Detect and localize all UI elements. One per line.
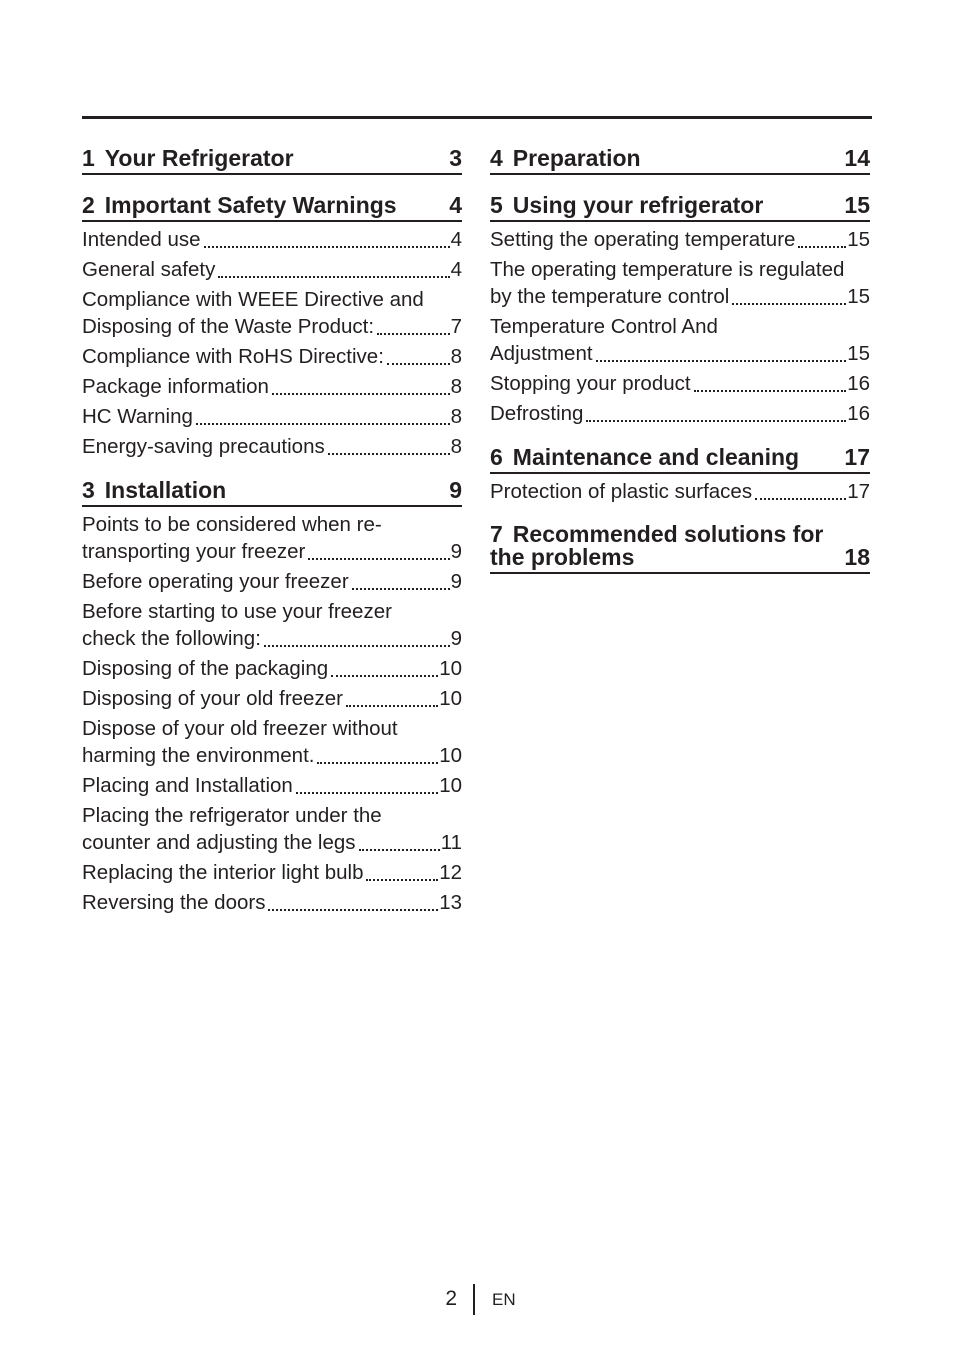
section-number: 7	[490, 521, 503, 547]
section-number: 4	[490, 145, 503, 171]
toc-entry-line	[82, 598, 462, 625]
toc-entry-text: Stopping your product	[490, 372, 691, 395]
toc-entry-link[interactable]	[82, 433, 462, 460]
toc-entry-text: transporting your freezer	[82, 540, 306, 563]
toc-entry-list	[82, 511, 462, 916]
section-number: 3	[82, 477, 95, 503]
dot-leader	[359, 848, 440, 851]
toc-entry-link[interactable]	[82, 511, 462, 565]
section-heading-link[interactable]	[82, 193, 462, 222]
toc-entry-link[interactable]	[82, 286, 462, 340]
section-page-number: 14	[844, 145, 870, 171]
dot-leader	[328, 452, 450, 455]
dot-leader	[272, 392, 450, 395]
toc-entry-text: Energy-saving precautions	[82, 435, 325, 458]
toc-entry-page: 15	[847, 228, 870, 251]
toc-entry-page: 10	[439, 657, 462, 680]
section-title: Recommended solutions for	[512, 521, 824, 547]
page-footer	[0, 1284, 954, 1316]
toc-entry-link[interactable]	[490, 313, 870, 367]
dot-leader	[317, 761, 438, 764]
dot-leader	[798, 245, 846, 248]
toc-entry-link[interactable]	[82, 256, 462, 283]
toc-entry-line	[82, 538, 462, 565]
toc-entry-page: 11	[440, 831, 462, 854]
toc-entry-text: General safety	[82, 258, 216, 281]
toc-section	[490, 146, 870, 175]
section-title: Using your refrigerator	[512, 192, 764, 218]
toc-entry-page: 9	[450, 627, 462, 650]
toc-entry-text: Temperature Control And	[490, 315, 718, 338]
toc-entry-page: 16	[847, 402, 870, 425]
toc-section	[490, 523, 870, 574]
toc-entry-line	[490, 313, 870, 340]
dot-leader	[387, 362, 450, 365]
dot-leader	[755, 497, 846, 500]
toc-entry-line	[490, 283, 870, 310]
dot-leader	[204, 245, 450, 248]
top-rule	[82, 116, 872, 119]
dot-leader	[366, 878, 438, 881]
section-heading-link[interactable]	[490, 193, 870, 222]
dot-leader	[296, 791, 438, 794]
dot-leader	[196, 422, 450, 425]
section-number: 1	[82, 145, 95, 171]
toc-entry-line	[82, 829, 462, 856]
section-page-number: 15	[844, 192, 870, 218]
toc-entry-page: 4	[450, 258, 462, 281]
section-heading-link[interactable]	[490, 146, 870, 175]
dot-leader	[331, 674, 438, 677]
toc-right-column	[490, 146, 870, 592]
toc-entry-link[interactable]	[82, 598, 462, 652]
toc-entry-link[interactable]	[82, 343, 462, 370]
dot-leader	[308, 557, 449, 560]
dot-leader	[694, 389, 847, 392]
toc-entry-text: The operating temperature is regulated	[490, 258, 845, 281]
section-title: Your Refrigerator	[104, 145, 294, 171]
toc-entry-text: by the temperature control	[490, 285, 730, 308]
section-page-number: 9	[449, 477, 462, 503]
toc-entry-text: Protection of plastic surfaces	[490, 480, 753, 503]
dot-leader	[596, 359, 847, 362]
section-title: Important Safety Warnings	[104, 192, 397, 218]
section-title: Maintenance and cleaning	[512, 444, 800, 470]
toc-entry-line	[82, 313, 462, 340]
toc-entry-text: Disposing of the Waste Product:	[82, 315, 375, 338]
toc-entry-page: 10	[439, 744, 462, 767]
toc-entry-link[interactable]	[82, 802, 462, 856]
toc-entry-link[interactable]	[82, 226, 462, 253]
section-title: the problems	[490, 544, 635, 570]
dot-leader	[264, 644, 450, 647]
toc-section	[82, 193, 462, 460]
section-page-number: 4	[449, 192, 462, 218]
section-number: 5	[490, 192, 503, 218]
section-heading-label	[82, 193, 397, 217]
section-page-number: 18	[844, 544, 870, 570]
dot-leader	[586, 419, 846, 422]
toc-entry-text: Intended use	[82, 228, 201, 251]
toc-entry-page: 8	[450, 345, 462, 368]
toc-entry-link[interactable]	[82, 403, 462, 430]
toc-entry-text: Defrosting	[490, 402, 584, 425]
toc-section	[82, 146, 462, 175]
toc-entry-text: Adjustment	[490, 342, 593, 365]
toc-entry-page: 12	[439, 861, 462, 884]
section-heading-link[interactable]	[82, 478, 462, 507]
section-heading-line	[490, 546, 870, 569]
toc-entry-text: harming the environment.	[82, 744, 315, 767]
section-heading-link[interactable]	[82, 146, 462, 175]
toc-section	[490, 445, 870, 505]
toc-entry-page: 4	[450, 228, 462, 251]
toc-entry-link[interactable]	[490, 400, 870, 427]
section-page-number: 3	[449, 145, 462, 171]
toc-left-column	[82, 146, 462, 934]
toc-entry-text: Before starting to use your freezer	[82, 600, 392, 623]
toc-entry-list	[82, 226, 462, 460]
toc-entry-page: 9	[450, 540, 462, 563]
toc-entry-link[interactable]	[82, 859, 462, 886]
toc-entry-text: Compliance with RoHS Directive:	[82, 345, 384, 368]
toc-entry-page: 16	[847, 372, 870, 395]
toc-entry-link[interactable]	[82, 715, 462, 769]
section-heading-label	[82, 146, 294, 170]
toc-entry-text: counter and adjusting the legs	[82, 831, 356, 854]
dot-leader	[732, 302, 846, 305]
section-heading-label	[490, 146, 641, 170]
dot-leader	[218, 275, 449, 278]
toc-entry-text: HC Warning	[82, 405, 193, 428]
toc-entry-page: 17	[847, 480, 870, 503]
toc-section	[82, 478, 462, 916]
toc-entry-text: Placing and Installation	[82, 774, 293, 797]
toc-entry-text: check the following:	[82, 627, 261, 650]
toc-entry-text: Compliance with WEEE Directive and	[82, 288, 424, 311]
language-code: EN	[492, 1290, 516, 1309]
toc-entry-page: 10	[439, 687, 462, 710]
section-number: 6	[490, 444, 503, 470]
section-page-number: 17	[844, 444, 870, 470]
toc-entry-page: 15	[847, 285, 870, 308]
section-heading-label	[82, 478, 226, 502]
toc-entry-line	[82, 625, 462, 652]
toc-entry-text: Replacing the interior light bulb	[82, 861, 364, 884]
toc-entry-text: Disposing of your old freezer	[82, 687, 343, 710]
toc-entry-text: Reversing the doors	[82, 891, 266, 914]
section-number: 2	[82, 192, 95, 218]
section-heading-line	[490, 523, 870, 546]
toc-entry-text: Placing the refrigerator under the	[82, 804, 382, 827]
toc-entry-page: 8	[450, 375, 462, 398]
toc-entry-line	[82, 715, 462, 742]
toc-entry-link[interactable]	[490, 256, 870, 310]
toc-entry-text: Before operating your freezer	[82, 570, 349, 593]
toc-entry-line	[490, 256, 870, 283]
toc-entry-page: 8	[450, 435, 462, 458]
section-title: Preparation	[512, 145, 641, 171]
toc-entry-link[interactable]	[82, 772, 462, 799]
toc-entry-page: 10	[439, 774, 462, 797]
toc-entry-link[interactable]	[82, 685, 462, 712]
toc-entry-line	[82, 511, 462, 538]
dot-leader	[377, 332, 450, 335]
toc-entry-line	[82, 802, 462, 829]
toc-entry-page: 9	[450, 570, 462, 593]
toc-entry-page: 7	[450, 315, 462, 338]
dot-leader	[268, 908, 438, 911]
toc-entry-link[interactable]	[82, 889, 462, 916]
toc-entry-link[interactable]	[82, 655, 462, 682]
page-number: 2	[445, 1287, 457, 1310]
toc-section	[490, 193, 870, 427]
toc-entry-text: Dispose of your old freezer without	[82, 717, 398, 740]
toc-entry-text: Setting the operating temperature	[490, 228, 796, 251]
toc-entry-text: Disposing of the packaging	[82, 657, 329, 680]
footer-divider	[473, 1284, 475, 1315]
toc-entry-text: Points to be considered when re-	[82, 513, 382, 536]
toc-entry-line	[82, 742, 462, 769]
toc-entry-line	[490, 340, 870, 367]
dot-leader	[346, 704, 438, 707]
section-heading-link[interactable]	[490, 445, 870, 474]
toc-entry-list	[490, 226, 870, 427]
toc-entry-list	[490, 478, 870, 505]
toc-entry-link[interactable]	[490, 478, 870, 505]
toc-entry-page: 15	[847, 342, 870, 365]
toc-entry-line	[82, 286, 462, 313]
toc-entry-link[interactable]	[490, 370, 870, 397]
toc-entry-text: Package information	[82, 375, 269, 398]
section-heading-label	[490, 193, 763, 217]
section-heading-label	[490, 445, 799, 469]
toc-entry-link[interactable]	[82, 568, 462, 595]
toc-entry-link[interactable]	[82, 373, 462, 400]
toc-entry-page: 8	[450, 405, 462, 428]
toc-entry-link[interactable]	[490, 226, 870, 253]
section-heading-link[interactable]	[490, 523, 870, 574]
dot-leader	[352, 587, 450, 590]
toc-entry-page: 13	[439, 891, 462, 914]
section-title: Installation	[104, 477, 227, 503]
